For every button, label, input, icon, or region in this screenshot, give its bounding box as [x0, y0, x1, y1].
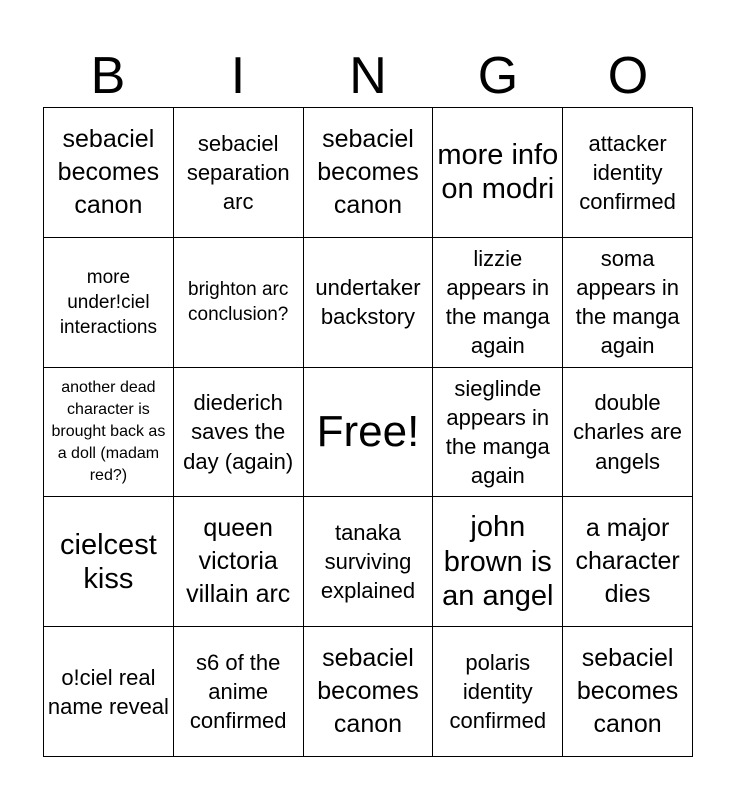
- bingo-cell[interactable]: [433, 497, 563, 627]
- header-letter-o: O: [607, 47, 649, 105]
- bingo-cell[interactable]: [174, 108, 304, 238]
- cell-text: undertaker backstory: [315, 275, 421, 330]
- header-letter-n: N: [349, 47, 387, 105]
- bingo-board: [43, 107, 693, 757]
- bingo-cell[interactable]: [44, 108, 174, 238]
- cell-text: brighton arc conclusion?: [188, 279, 289, 326]
- header-letter-b: B: [90, 47, 126, 105]
- cell-text: sebaciel becomes canon: [317, 124, 419, 219]
- cell-text: lizzie appears in the manga again: [445, 246, 550, 359]
- cell-text: polaris identity confirmed: [449, 650, 547, 734]
- bingo-header: [43, 46, 693, 106]
- cell-text: cielcest kiss: [60, 528, 157, 595]
- bingo-cell[interactable]: [304, 497, 434, 627]
- bingo-cell[interactable]: [44, 627, 174, 757]
- bingo-cell[interactable]: [174, 627, 304, 757]
- bingo-cell[interactable]: [433, 627, 563, 757]
- free-space-text: Free!: [316, 406, 420, 456]
- free-space-cell[interactable]: [304, 368, 434, 498]
- bingo-cell[interactable]: [563, 627, 693, 757]
- cell-text: soma appears in the manga again: [575, 246, 680, 359]
- cell-text: sebaciel becomes canon: [57, 124, 160, 219]
- bingo-cell[interactable]: [563, 238, 693, 368]
- bingo-cell[interactable]: [433, 368, 563, 498]
- cell-text: diederich saves the day (again): [183, 390, 294, 474]
- cell-text: a major character dies: [575, 514, 680, 609]
- cell-text: sebaciel becomes canon: [576, 644, 679, 739]
- bingo-cell[interactable]: [563, 108, 693, 238]
- header-letter-g: G: [477, 47, 519, 105]
- cell-text: sieglinde appears in the manga again: [445, 375, 550, 489]
- cell-text: queen victoria villain arc: [186, 514, 291, 609]
- bingo-cell[interactable]: [304, 627, 434, 757]
- bingo-cell[interactable]: [44, 368, 174, 498]
- cell-text: john brown is an angel: [442, 511, 554, 612]
- bingo-cell[interactable]: [563, 368, 693, 498]
- cell-text: attacker identity confirmed: [579, 130, 676, 214]
- bingo-cell[interactable]: [44, 497, 174, 627]
- bingo-cell[interactable]: [433, 238, 563, 368]
- bingo-cell[interactable]: [304, 108, 434, 238]
- cell-text: more under!ciel interactions: [59, 266, 157, 338]
- bingo-cell[interactable]: [44, 238, 174, 368]
- cell-text: sebaciel separation arc: [186, 130, 290, 214]
- cell-text: double charles are angels: [573, 390, 683, 474]
- bingo-cell[interactable]: [304, 238, 434, 368]
- bingo-cell[interactable]: [174, 497, 304, 627]
- cell-text: sebaciel becomes canon: [317, 644, 419, 739]
- cell-text: tanaka surviving explained: [320, 520, 416, 604]
- bingo-cell[interactable]: [433, 108, 563, 238]
- bingo-cell[interactable]: [174, 238, 304, 368]
- cell-text: more info on modri: [437, 139, 559, 206]
- bingo-cell[interactable]: [174, 368, 304, 498]
- header-letter-i: I: [230, 47, 246, 105]
- cell-text: s6 of the anime confirmed: [189, 650, 287, 734]
- cell-text: another dead character is brought back as a doll (madam red?): [51, 379, 166, 484]
- bingo-cell[interactable]: [563, 497, 693, 627]
- cell-text: o!ciel real name reveal: [47, 664, 169, 719]
